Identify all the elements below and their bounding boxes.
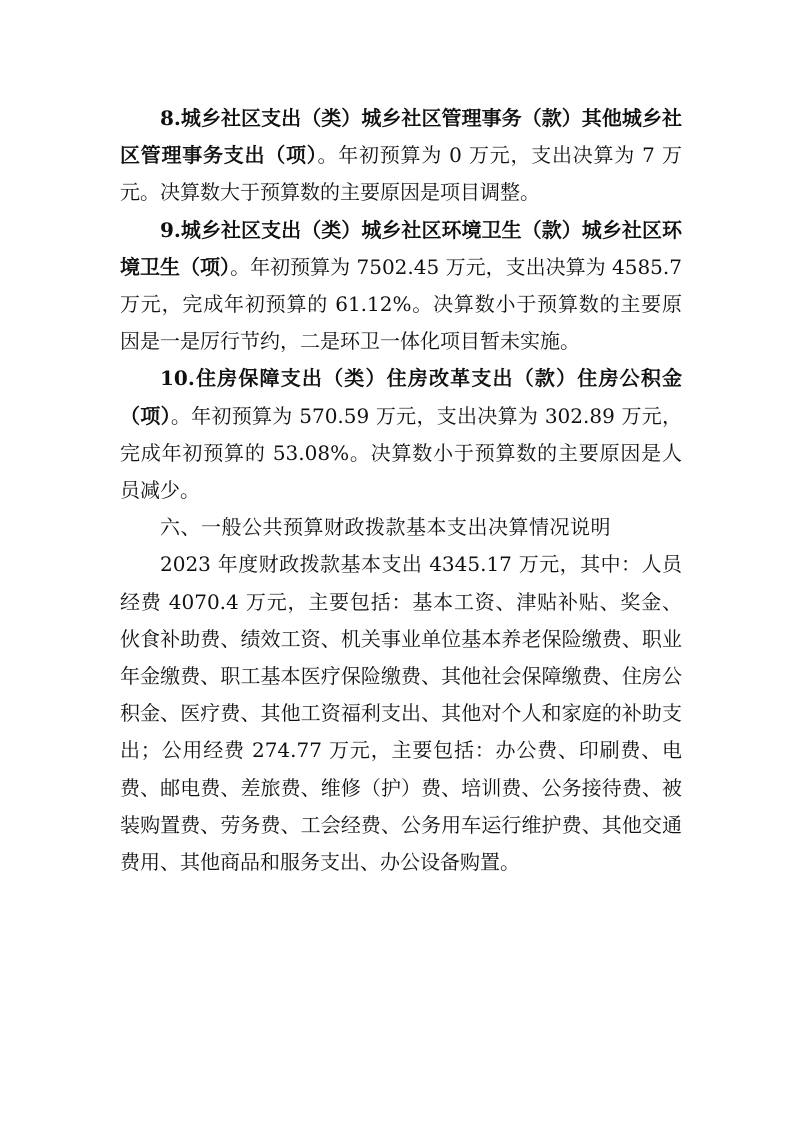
section-heading: 六、一般公共预算财政拨款基本支出决算情况说明 bbox=[160, 515, 611, 540]
paragraph-text: 。年初预算为 0 万元，支出决算为 7 万元。决算数大于预算数的主要原因是项目调整。 bbox=[120, 143, 682, 205]
paragraph-text: 。年初预算为 570.59 万元，支出决算为 302.89 万元，完成年初预算的 53.08%。决算数小于预算数的主要原因是人员减少。 bbox=[120, 403, 683, 503]
paragraph-text: 。年初预算为 7502.45 万元，支出决算为 4585.7 万元，完成年初预算的 61.12%。决算数小于预算数的主要原因是一是厉行节约，二是环卫一体化项目暂未实施。 bbox=[120, 254, 682, 354]
paragraph-lead: 10.住房保障支出（类）住房改革支出（款）住房公积金（项） bbox=[120, 366, 682, 428]
document-body bbox=[120, 100, 682, 881]
paragraph-lead: 9.城乡社区支出（类）城乡社区环境卫生（款）城乡社区环境卫生（项） bbox=[120, 217, 682, 279]
paragraph-item-10 bbox=[120, 360, 682, 509]
section-paragraph: 2023 年度财政拨款基本支出 4345.17 万元，其中：人员经费 4070.4 万元，主要包括：基本工资、津贴补贴、奖金、伙食补助费、绩效工资、机关事业单位基本养老保险缴费、职业年金缴费、职工基本医疗保险缴费、其他社会保障缴费、住房公积金、医疗费、其他工资福利支出、其他对个人和家庭的补助支出；公用经费 274.77 万元，主要包括：办公费、印刷费、电费、邮电费、差旅费、维修（护）费、培训费、公务接待费、被装购置费、劳务费、工会经费、公务用车运行维护费、其他交通费用、其他商品和服务支出、办公设备购置。 bbox=[120, 552, 682, 875]
paragraph-item-9 bbox=[120, 212, 682, 361]
paragraph-lead: 8.城乡社区支出（类）城乡社区管理事务（款）其他城乡社区管理事务支出（项） bbox=[120, 106, 682, 168]
paragraph-item-8 bbox=[120, 100, 682, 212]
